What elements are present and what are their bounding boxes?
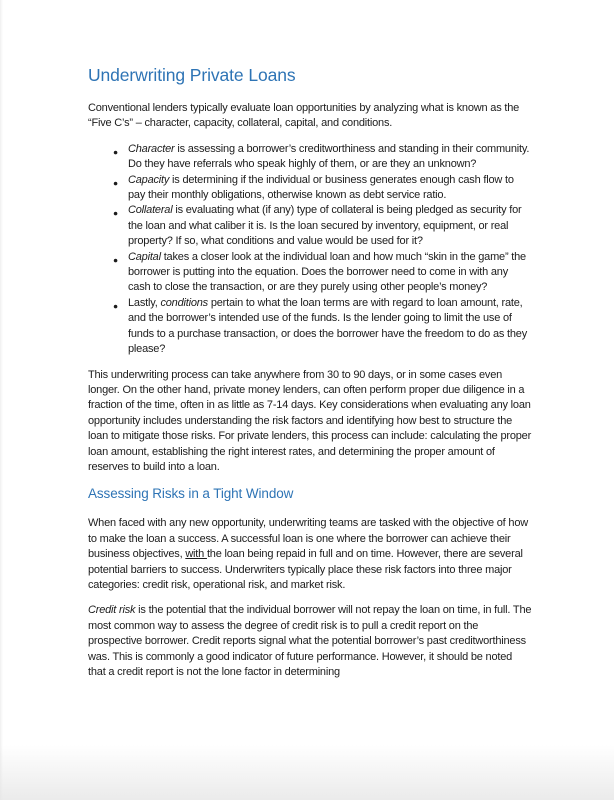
list-item-text: Capital takes a closer look at the individual loan and how much “skin in the game” the borrower is putting into the equation. Does the borrower need to come in with any cash to close the transaction, or are they purely using other people’s money? xyxy=(128,250,526,294)
bullet-icon: ● xyxy=(113,300,118,311)
list-item-capacity xyxy=(88,173,532,204)
when-faced-paragraph: When faced with any new opportunity, underwriting teams are tasked with the objective of how to make the loan a success. A successful loan is one where the borrower can achieve their business objectives, with the loan being repaid in full and on time. However, there are several potential barriers to success. Underwriters typically place these risk factors into three major categories: credit risk, operational risk, and market risk. xyxy=(88,517,528,591)
section-heading: Assessing Risks in a Tight Window xyxy=(88,486,294,502)
bullet-icon: ● xyxy=(113,208,118,219)
list-item-text: Lastly, conditions pertain to what the loan terms are with regard to loan amount, rate, and the borrower’s intended use of the funds. Is the lender going to limit the use of funds to a purchase transaction, or does the borrower have the freedom to do as they please? xyxy=(128,296,528,356)
list-item-text: Collateral is evaluating what (if any) type of collateral is being pledged as security for the loan and what caliber it is. Is the loan secured by inventory, equipment, or real property? If so, what conditions and value would be used for it? xyxy=(128,204,522,248)
intro-paragraph: Conventional lenders typically evaluate loan opportunities by analyzing what is known as the “Five C’s” – character, capacity, collateral, capital, and conditions. xyxy=(88,102,520,130)
underwriting-process-paragraph: This underwriting process can take anywhere from 30 to 90 days, or in some cases even longer. On the other hand, private money lenders, can often perform proper due diligence in a fraction of the time, often in as little as 7-14 days. Key considerations when evaluating any loan opportunity includes understanding the risk factors and identifying how best to structure the loan to mitigate those risks. For private lenders, this process can include: calculating the proper loan amount, establishing the right interest rates, and determining the proper amount of reserves to build into a loan. xyxy=(88,368,532,473)
page-title: Underwriting Private Loans xyxy=(88,65,296,85)
list-item-character xyxy=(88,142,532,173)
bullet-icon: ● xyxy=(113,146,118,157)
list-item-capital xyxy=(88,250,532,296)
list-item-text: Capacity is determining if the individual or business generates enough cash flow to pay their monthly obligations, otherwise known as debt service ratio. xyxy=(128,173,514,202)
credit-risk-paragraph: Credit risk is the potential that the individual borrower will not repay the loan on time, in full. The most common way to assess the degree of credit risk is to pull a credit report on the prospective borrower. Credit reports signal what the potential borrower’s past creditworthiness was. This is commonly a good indicator of future performance. However, it should be noted that a credit report is not the lone factor in determining xyxy=(88,604,532,678)
bullet-icon: ● xyxy=(113,254,118,265)
bullet-icon: ● xyxy=(113,177,118,188)
list-item-text: Character is assessing a borrower’s creditworthiness and standing in their community. Do they have referrals who speak highly of them, or are they an unknown? xyxy=(128,142,530,171)
list-item-collateral xyxy=(88,203,532,249)
five-cs-list xyxy=(88,142,532,358)
list-item-conditions xyxy=(88,296,532,358)
